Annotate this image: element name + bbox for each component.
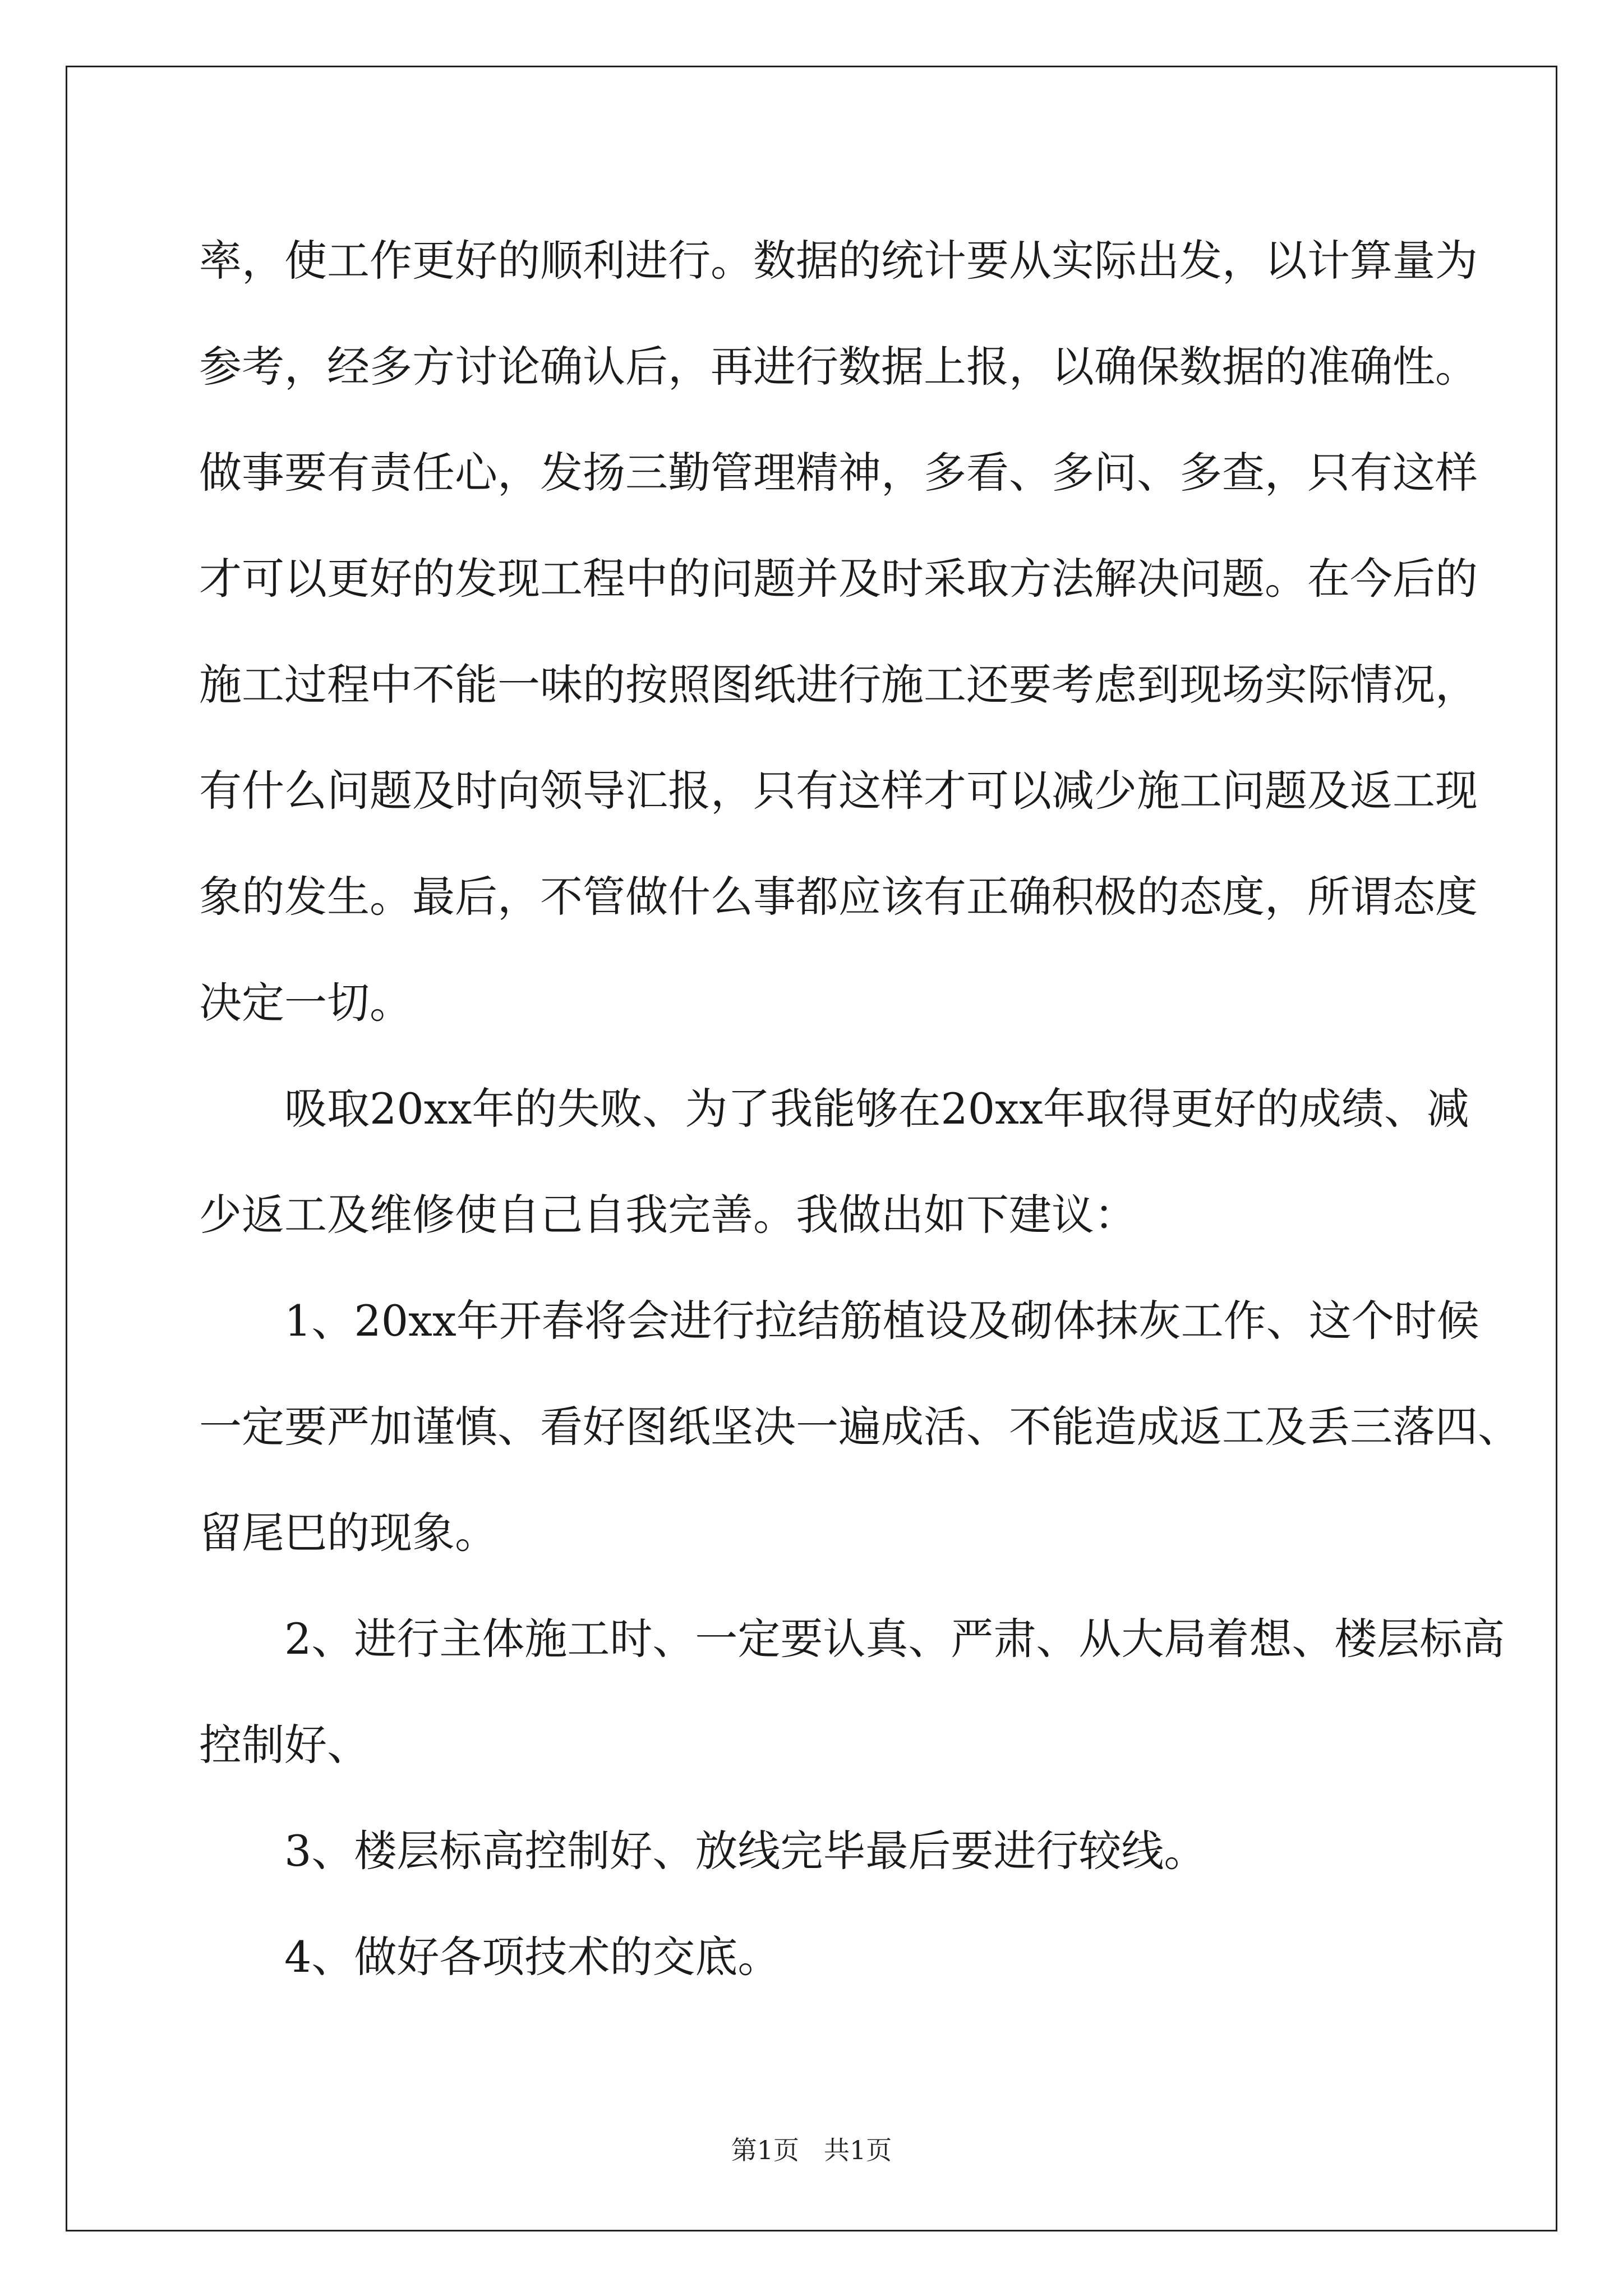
document-body: [199, 208, 1520, 2010]
text-line: 控制好、: [199, 1720, 370, 1770]
paragraph-start-line: 吸取20xx年的失败、为了我能够在20xx年取得更好的成绩、减: [284, 1084, 1469, 1134]
list-item-3-line: 3、楼层标高控制好、放线完毕最后要进行较线。: [284, 1826, 1207, 1876]
text-line: 参考，经多方讨论确认后，再进行数据上报，以确保数据的准确性。: [199, 342, 1478, 392]
text-line: 留尾巴的现象。: [199, 1508, 497, 1558]
text-line: 少返工及维修使自己自我完善。我做出如下建议：: [199, 1190, 1137, 1240]
page-number: 第1页: [731, 2135, 800, 2165]
list-item-1-line: 1、20xx年开春将会进行拉结筋植设及砌体抹灰工作、这个时候: [284, 1296, 1479, 1346]
page-total: 共1页: [823, 2135, 892, 2165]
text-line: 率，使工作更好的顺利进行。数据的统计要从实际出发，以计算量为: [199, 236, 1478, 286]
text-line: 有什么问题及时向领导汇报，只有这样才可以减少施工问题及返工现: [199, 766, 1478, 816]
text-line: 一定要严加谨慎、看好图纸坚决一遍成活、不能造成返工及丢三落四、: [199, 1402, 1520, 1452]
text-line: 才可以更好的发现工程中的问题并及时采取方法解决问题。在今后的: [199, 554, 1478, 604]
list-item-4-line: 4、做好各项技术的交底。: [284, 1932, 781, 1982]
text-line: 做事要有责任心，发扬三勤管理精神，多看、多问、多查，只有这样: [199, 448, 1478, 498]
text-line: 象的发生。最后，不管做什么事都应该有正确积极的态度，所谓态度: [199, 872, 1478, 922]
page-footer: [0, 2130, 1623, 2167]
text-line: 决定一切。: [199, 978, 412, 1028]
list-item-2-line: 2、进行主体施工时、一定要认真、严肃、从大局着想、楼层标高: [284, 1614, 1505, 1664]
text-line: 施工过程中不能一味的按照图纸进行施工还要考虑到现场实际情况，: [199, 660, 1478, 710]
